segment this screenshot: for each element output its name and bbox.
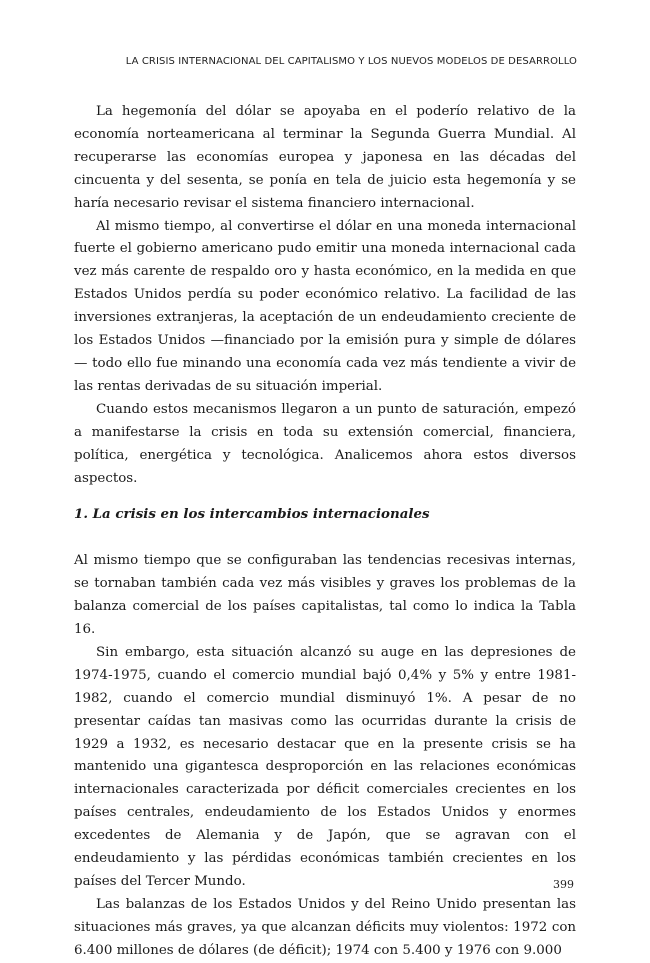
section-heading: 1. La crisis en los intercambios internacionales: [74, 506, 430, 523]
paragraph: Al mismo tiempo, al convertirse el dólar en una moneda internacional fuerte el gobierno americano pudo emitir una moneda internacional cada vez más carente de respaldo oro y hasta económico, en la medida en que Estados Unidos perdía su poder económico relativo. La facilidad de las inversiones extranjeras, la aceptación de un endeudamiento creciente de los Estados Unidos —financiado por la emisión pura y simple de dólares— todo ello fue minando una economía cada vez más tendiente a vivir de las rentas derivadas de su situación imperial.: [74, 218, 576, 394]
paragraph: La hegemonía del dólar se apoyaba en el poderío relativo de la economía norteamericana al terminar la Segunda Guerra Mundial. Al recuperarse las economías europea y japonesa en las décadas del cincuenta y del sesenta, se ponía en tela de juicio esta hegemonía y se haría necesario revisar el sistema financiero internacional.: [74, 104, 576, 211]
body-text: [74, 101, 576, 963]
paragraph: Cuando estos mecanismos llegaron a un punto de saturación, empezó a manifestarse la crisis en toda su extensión comercial, financiera, política, energética y tecnológica. Analicemos ahora estos diversos aspectos.: [74, 401, 576, 486]
page-number: 399: [553, 878, 574, 891]
running-header: LA CRISIS INTERNACIONAL DEL CAPITALISMO Y LOS NUEVOS MODELOS DE DESARROLLO: [125, 56, 577, 67]
paragraph: Sin embargo, esta situación alcanzó su auge en las depresiones de 1974-1975, cuando el comercio mundial bajó 0,4% y 5% y entre 1981-1982, cuando el comercio mundial disminuyó 1%. A pesar de no presentar caídas tan masivas como las ocurridas durante la crisis de 1929 a 1932, es necesario destacar que en la presente crisis se ha mantenido una gigantesca desproporción en las relaciones económicas internacionales caracterizada por déficit comerciales crecientes en los países centrales, endeudamiento de los Estados Unidos y enormes excedentes de Alemania y de Japón, que se agravan con el endeudamiento y las pérdidas económicas también crecientes en los países del Tercer Mundo.: [74, 644, 576, 889]
paragraph: Al mismo tiempo que se configuraban las tendencias recesivas internas, se tornaban también cada vez más visibles y graves los problemas de la balanza comercial de los países capitalistas, tal como lo indica la Tabla 16.: [74, 553, 576, 638]
paragraph: Las balanzas de los Estados Unidos y del Reino Unido presentan las situaciones más graves, ya que alcanzan déficits muy violentos: 1972 con 6.400 millones de dólares (de déficit); 1974 con 5.400 y 1976 con 9.000: [74, 896, 576, 958]
